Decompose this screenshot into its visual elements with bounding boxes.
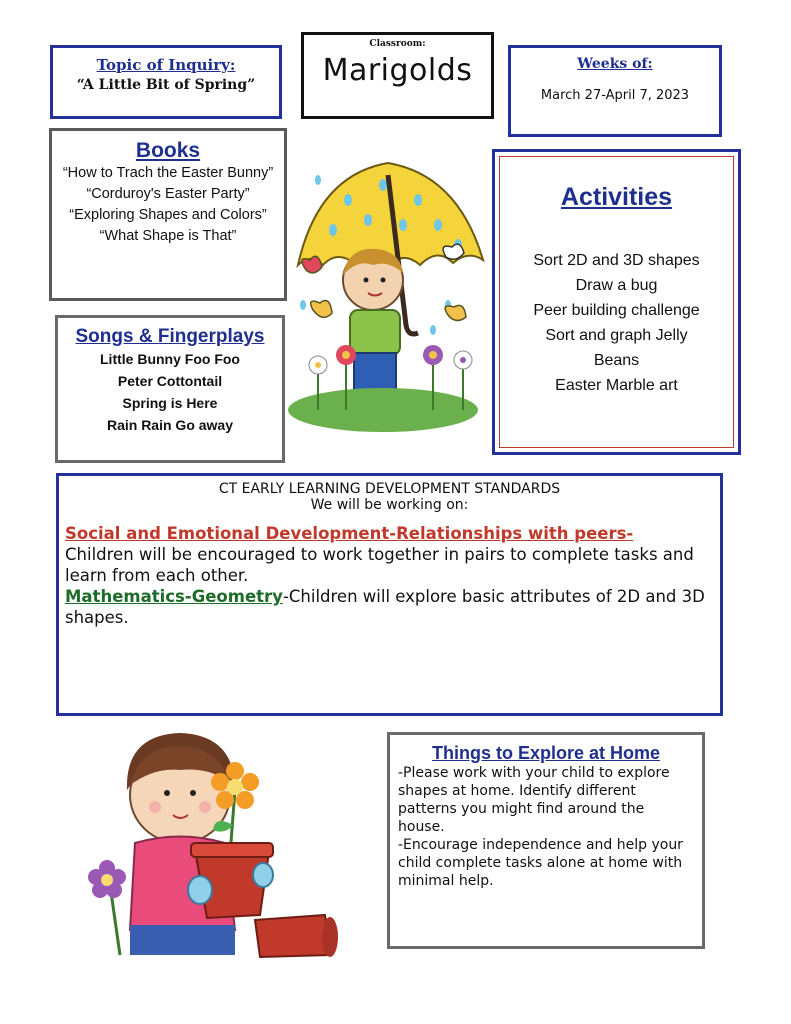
classroom-name: Marigolds xyxy=(322,53,473,88)
songs-box xyxy=(55,315,285,463)
classroom-box xyxy=(301,32,494,119)
song-item: Little Bunny Foo Foo xyxy=(100,351,240,367)
books-heading: Books xyxy=(135,139,201,162)
weeks-dates: March 27-April 7, 2023 xyxy=(540,88,690,103)
activity-item: Sort 2D and 3D shapes xyxy=(533,252,700,269)
activity-item: Easter Marble art xyxy=(555,377,678,394)
math-geometry-text: -Children will explore basic attributes of 2D and 3D shapes. xyxy=(65,587,705,627)
weeks-heading: Weeks of: xyxy=(577,56,653,72)
social-emotional-text: Children will be encouraged to work together in pairs to complete tasks and learn from each other. xyxy=(65,545,694,585)
social-emotional-label: Social and Emotional Development-Relationships with peers- xyxy=(65,524,634,543)
book-item: “Corduroy's Easter Party” xyxy=(86,186,250,202)
topic-box xyxy=(50,45,282,119)
topic-title: “A Little Bit of Spring” xyxy=(76,77,256,93)
umbrella-child-illustration xyxy=(288,155,488,435)
explore-paragraph-1: -Please work with your child to explore shapes at home. Identify different patterns you might find around the house. xyxy=(398,765,670,835)
explore-paragraph-2: -Encourage independence and help your child complete tasks alone at home with minimal help. xyxy=(398,837,683,889)
activity-item: Beans xyxy=(593,352,640,369)
book-item: “How to Trach the Easter Bunny” xyxy=(62,165,274,181)
songs-heading: Songs & Fingerplays xyxy=(75,326,265,347)
book-item: “Exploring Shapes and Colors” xyxy=(69,207,267,223)
books-box xyxy=(49,128,287,301)
standards-body xyxy=(59,513,720,628)
classroom-heading: Classroom: xyxy=(369,39,426,49)
activities-box xyxy=(492,149,741,455)
activities-list xyxy=(500,248,733,398)
activities-inner-border xyxy=(499,156,734,448)
book-item: “What Shape is That” xyxy=(99,228,237,244)
activity-item: Peer building challenge xyxy=(533,302,700,319)
explore-heading: Things to Explore at Home xyxy=(431,743,661,763)
math-geometry-label: Mathematics-Geometry xyxy=(65,587,283,606)
explore-box xyxy=(387,732,705,949)
song-item: Rain Rain Go away xyxy=(106,417,234,433)
standards-subheading: We will be working on: xyxy=(310,497,469,513)
standards-heading: CT EARLY LEARNING DEVELOPMENT STANDARDS xyxy=(218,481,561,497)
weeks-box xyxy=(508,45,722,137)
activity-item: Draw a bug xyxy=(575,277,658,294)
topic-heading: Topic of Inquiry: xyxy=(96,56,236,74)
activities-heading: Activities xyxy=(560,183,673,211)
standards-box xyxy=(56,473,723,716)
song-item: Spring is Here xyxy=(122,395,218,411)
child-flowerpot-illustration xyxy=(85,715,345,960)
activity-item: Sort and graph Jelly xyxy=(545,327,688,344)
song-item: Peter Cottontail xyxy=(117,373,223,389)
